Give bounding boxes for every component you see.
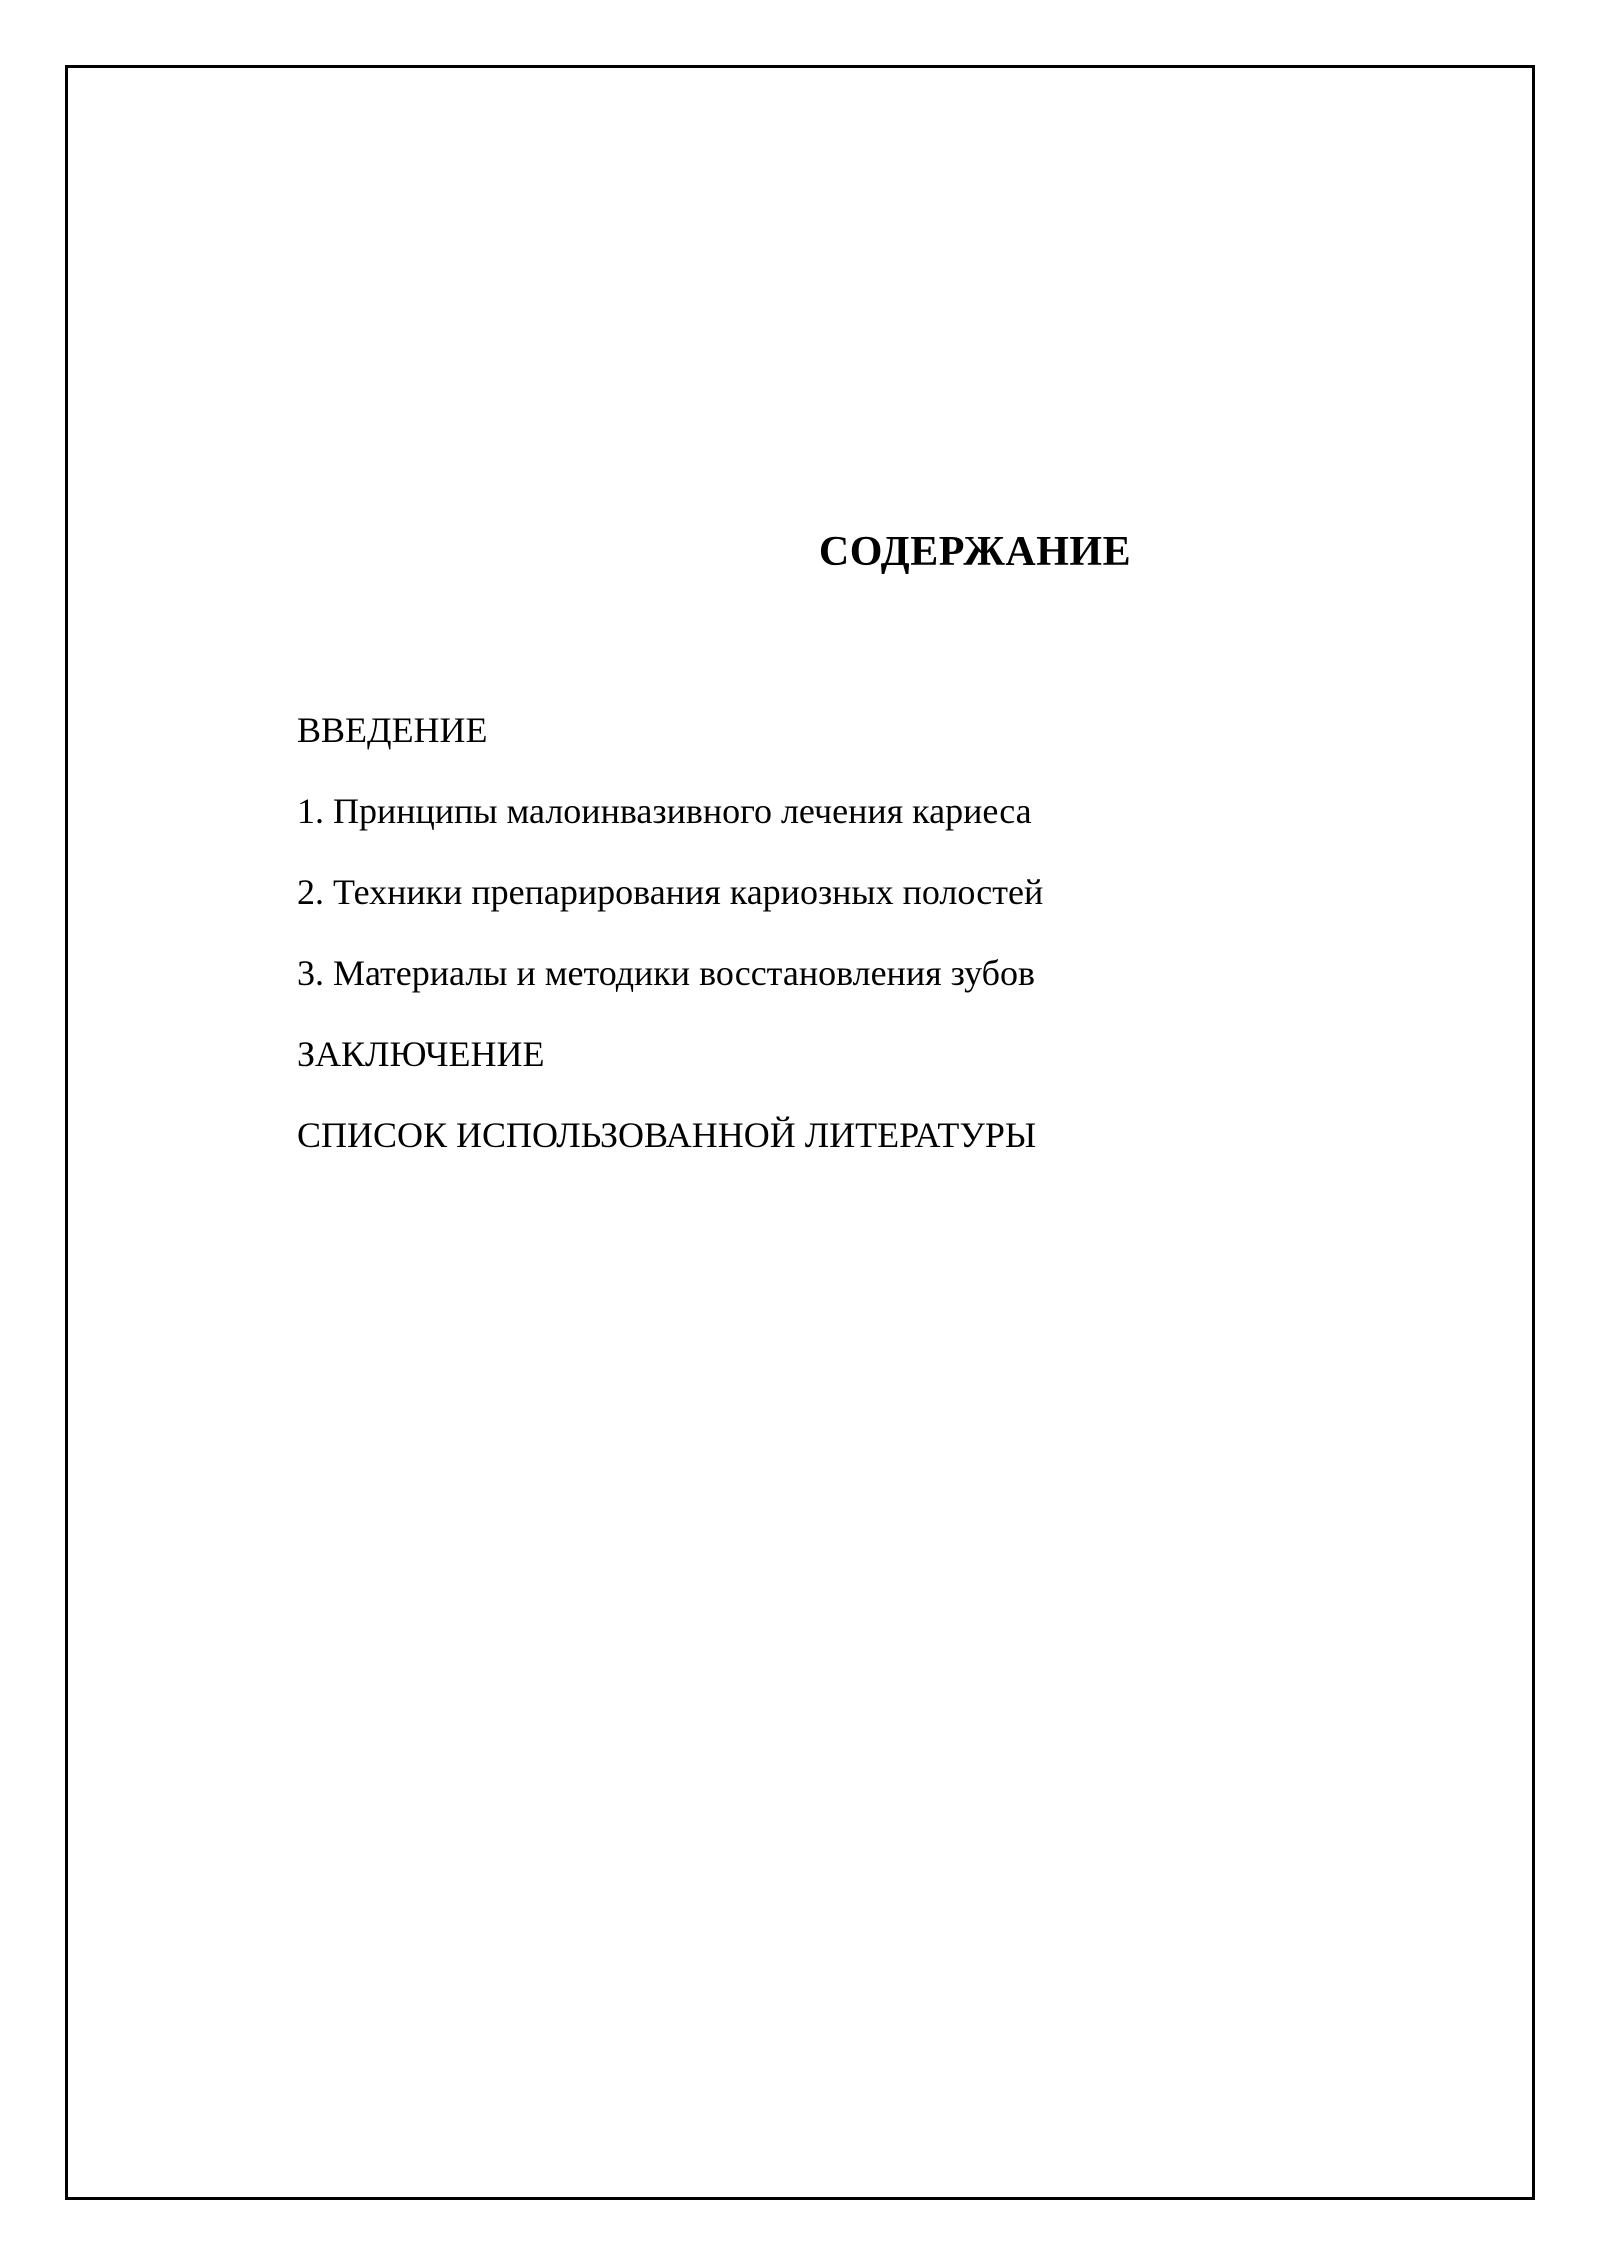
toc-item-chapter-2: 2. Техники препарирования кариозных полостей	[297, 872, 1044, 912]
toc-item-introduction: ВВЕДЕНИЕ	[297, 710, 488, 750]
toc-item-chapter-1: 1. Принципы малоинвазивного лечения кариеса	[297, 791, 1032, 831]
page-frame	[65, 65, 1535, 2200]
toc-item-references: СПИСОК ИСПОЛЬЗОВАННОЙ ЛИТЕРАТУРЫ	[297, 1115, 1037, 1155]
page-title: СОДЕРЖАНИЕ	[818, 529, 1132, 575]
toc-item-chapter-3: 3. Материалы и методики восстановления зубов	[297, 953, 1035, 993]
toc-item-conclusion: ЗАКЛЮЧЕНИЕ	[297, 1034, 545, 1074]
table-of-contents	[297, 708, 1043, 1194]
